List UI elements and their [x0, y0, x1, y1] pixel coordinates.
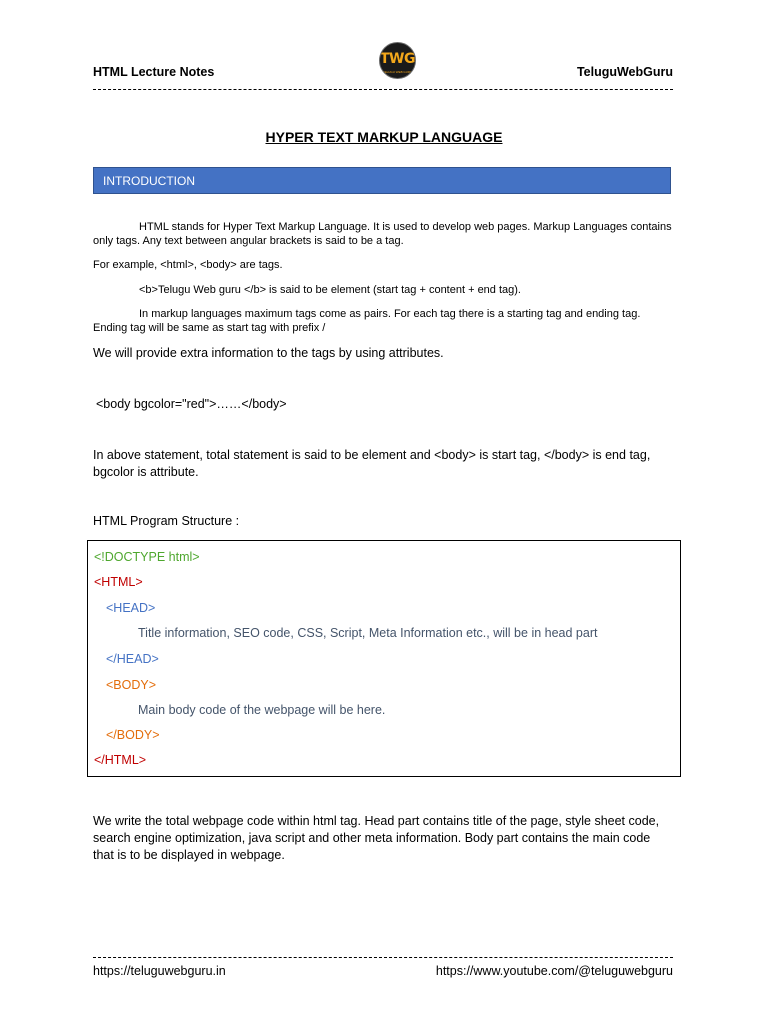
introduction-section-bar: [93, 167, 671, 194]
footer-website-link[interactable]: https://teluguwebguru.in: [93, 964, 226, 978]
document-title: HYPER TEXT MARKUP LANGUAGE: [265, 129, 503, 145]
code-sample-body-bgcolor: <body bgcolor="red">……</body>: [96, 397, 287, 411]
code-head-open: <HEAD>: [106, 601, 156, 615]
logo-text: TWG: [380, 51, 415, 67]
paragraph-tag-pairs: In markup languages maximum tags come as pairs. For each tag there is a starting tag and ending tag. Ending tag will be same as start tag with prefix /: [93, 308, 641, 334]
paragraph-attributes: We will provide extra information to the tags by using attributes.: [93, 346, 444, 360]
code-head-close: </HEAD>: [106, 652, 159, 666]
footer-youtube-link[interactable]: https://www.youtube.com/@teluguwebguru: [435, 964, 673, 978]
paragraph-webpage-summary: We write the total webpage code within html tag. Head part contains title of the page, style sheet code, search engine optimization, java script and other meta information. Body part contains the main code that is to be displayed in webpage.: [93, 814, 660, 862]
section-heading: INTRODUCTION: [103, 174, 195, 188]
logo-subtext: TELUGU WEB GURU: [382, 70, 413, 74]
code-doctype: <!DOCTYPE html>: [94, 550, 200, 564]
html-structure-code-box: [87, 540, 681, 777]
teluguwebguru-logo: [379, 42, 416, 79]
code-head-content: Title information, SEO code, CSS, Script, Meta Information etc., will be in head part: [138, 626, 598, 640]
code-body-close: </BODY>: [106, 728, 160, 742]
code-body-open: <BODY>: [106, 678, 157, 692]
program-structure-label: HTML Program Structure :: [93, 514, 240, 528]
paragraph-element-example: <b>Telugu Web guru </b> is said to be element (start tag + content + end tag).: [139, 284, 521, 296]
footer-divider: [93, 957, 673, 958]
header-divider: [93, 89, 673, 90]
code-html-close: </HTML>: [94, 753, 147, 767]
paragraph-tag-example: For example, <html>, <body> are tags.: [93, 259, 283, 271]
header-right-title: TeluguWebGuru: [576, 65, 673, 79]
code-body-content: Main body code of the webpage will be here.: [138, 703, 386, 717]
header-left-title: HTML Lecture Notes: [93, 65, 215, 79]
paragraph-statement-explanation: In above statement, total statement is said to be element and <body> is start tag, </body> is end tag, bgcolor is attribute.: [93, 448, 651, 479]
code-html-open: <HTML>: [94, 575, 143, 589]
paragraph-html-definition: HTML stands for Hyper Text Markup Language. It is used to develop web pages. Markup Languages contains only tags. Any text between angular brackets is said to be a tag.: [93, 221, 672, 247]
